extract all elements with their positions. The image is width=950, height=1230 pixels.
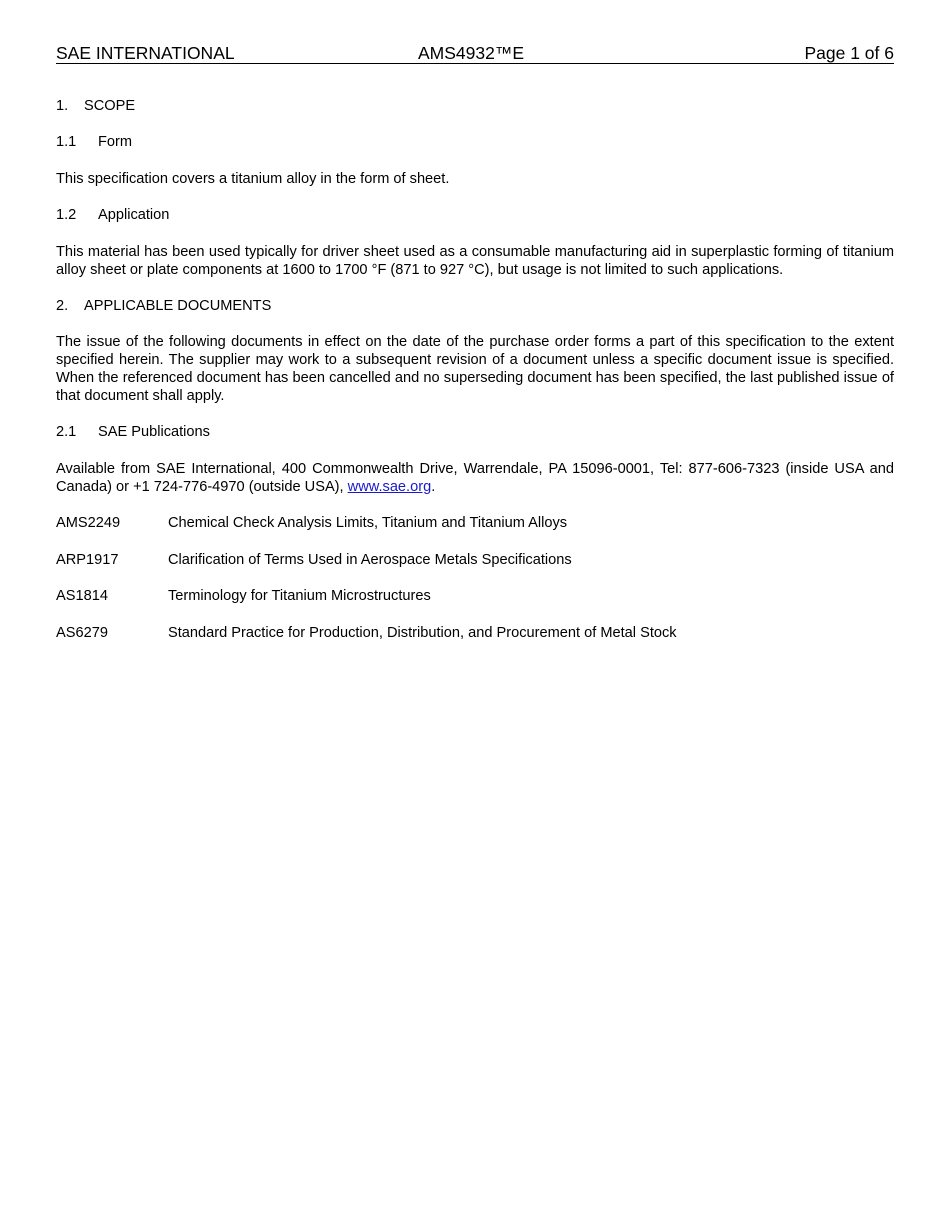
reference-row [56, 587, 894, 605]
header-organization: SAE INTERNATIONAL [56, 43, 235, 63]
section-number: 1.1 [56, 134, 77, 150]
reference-row [56, 514, 894, 532]
section-1-2-paragraph: This material has been used typically for driver sheet used as a consumable manufacturing aid in superplastic forming of titanium alloy sheet or plate components at 1600 to 1700 °F (871 to 927 °C), but usage is not limited to such applications. [56, 244, 894, 278]
section-number: 2.1 [56, 424, 77, 440]
reference-title: Clarification of Terms Used in Aerospace Metals Specifications [168, 552, 572, 568]
reference-title: Standard Practice for Production, Distribution, and Procurement of Metal Stock [168, 625, 677, 641]
section-number: 2. [56, 298, 69, 314]
reference-row [56, 551, 894, 569]
reference-row [56, 624, 894, 642]
section-1-heading [56, 97, 894, 115]
reference-code: AMS2249 [56, 515, 121, 531]
page-header [56, 43, 894, 64]
reference-title: Chemical Check Analysis Limits, Titanium and Titanium Alloys [168, 515, 568, 531]
section-2-1-heading [56, 423, 894, 441]
section-number: 1.2 [56, 207, 77, 223]
section-title: APPLICABLE DOCUMENTS [84, 298, 272, 314]
header-page-number: Page 1 of 6 [804, 43, 894, 63]
section-title: Application [98, 207, 170, 223]
section-2-paragraph: The issue of the following documents in effect on the date of the purchase order forms a part of this specification to the extent specified herein. The supplier may work to a subsequent revision of a document unless a specific document issue is specified. When the referenced document has been cancelled and no superseding document has been specified, the last published issue of that document shall apply. [56, 334, 894, 404]
section-1-1-heading [56, 133, 894, 151]
header-document-id: AMS4932™E [418, 43, 525, 63]
section-title: SCOPE [84, 98, 136, 114]
section-title: Form [98, 134, 133, 150]
reference-title: Terminology for Titanium Microstructures [168, 588, 431, 604]
section-title: SAE Publications [98, 424, 210, 440]
reference-code: AS1814 [56, 588, 108, 604]
sae-website-link[interactable]: www.sae.org [347, 479, 432, 495]
reference-code: AS6279 [56, 625, 108, 641]
section-1-1-paragraph: This specification covers a titanium alloy in the form of sheet. [56, 171, 450, 187]
section-number: 1. [56, 98, 69, 114]
section-2-1-paragraph [56, 460, 894, 496]
contact-text-end: . [431, 479, 436, 495]
section-1-2-heading [56, 206, 894, 224]
section-2-heading [56, 297, 894, 315]
reference-code: ARP1917 [56, 552, 119, 568]
contact-text: Available from SAE International, 400 Commonwealth Drive, Warrendale, PA 15096-0001, Tel: 877-606-7323 (inside USA and Canada) or +1 724-776-4970 (outside USA), [56, 461, 894, 495]
